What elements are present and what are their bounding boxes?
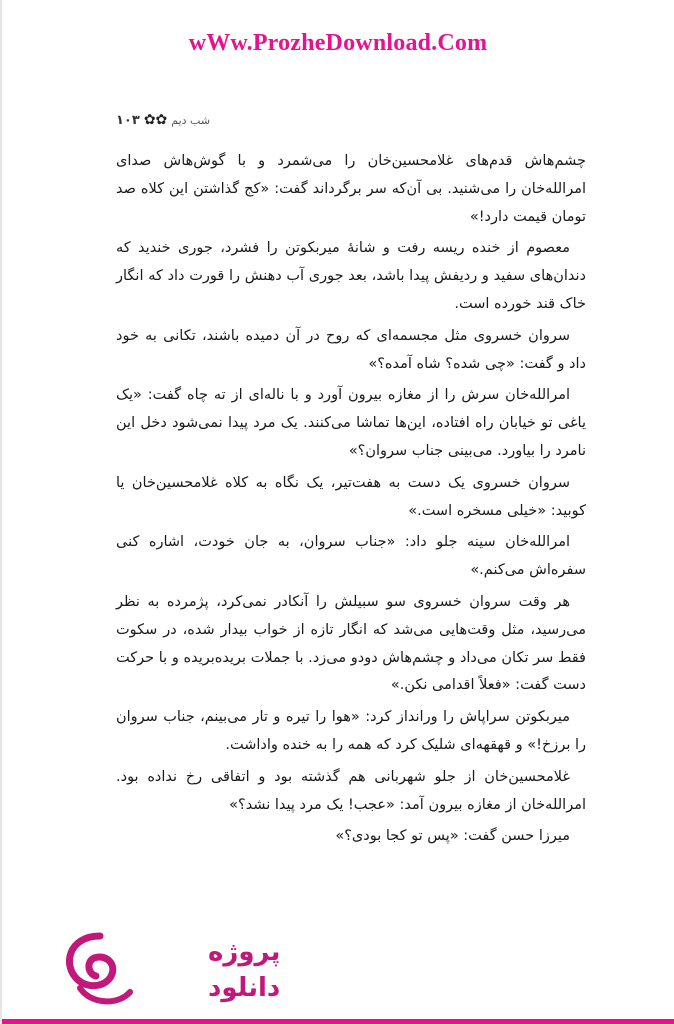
watermark-url[interactable]: wWw.ProzheDownload.Com bbox=[188, 30, 488, 56]
paragraph: سروان خسروی مثل مجسمه‌ای که روح در آن دمیده باشند، تکانی به خود داد و گفت: «چی شده؟ شاه آمده؟» bbox=[116, 327, 586, 372]
paragraph: میربکوتن سراپاش را ورانداز کرد: «هوا را تیره و تار می‌بینم، جناب سروان را برزخ!» و قهقهه‌ای شلیک کرد که همه را به خنده واداشت. bbox=[116, 709, 586, 753]
logo-line2: دانلود bbox=[208, 973, 281, 1003]
paragraph: امرالله‌خان سرش را از مغازه بیرون آورد و با ناله‌ای از ته چاه گفت: «یک یاغی تو خیابان راه افتاده، این‌ها تماشا می‌کنند. یک مرد پیدا نمی‌شود دخل این نامرد را بیاورد. می‌بینی جناب سروان؟» bbox=[116, 387, 586, 459]
page-number: ۱۰۳ bbox=[116, 112, 140, 128]
ornament-icon: ✿✿ bbox=[143, 112, 168, 128]
paragraph: سروان خسروی یک دست به هفت‌تیر، یک نگاه به کلاه غلامحسین‌خان یا کوبید: «خیلی مسخره است.» bbox=[116, 474, 586, 519]
running-head bbox=[116, 112, 210, 128]
paragraph: چشم‌هاش قدم‌های غلامحسین‌خان را می‌شمرد و با گوش‌هاش صدای امرالله‌خان را می‌شنید. بی آن‌که سر برگرداند گفت: «کج گذاشتن این کلاه صد تومان قیمت دارد!» bbox=[116, 153, 586, 225]
running-head-title: شب دیم bbox=[171, 113, 211, 127]
body-text bbox=[116, 148, 586, 855]
bottom-accent-bar bbox=[2, 1019, 674, 1024]
paragraph: معصوم از خنده ریسه رفت و شانهٔ میربکوتن را فشرد، جوری خندید که دندان‌های سفید و ردیفش پیدا باشد، بعد جوری آب دهنش را قورت داد که انگار خاک قند خورده است. bbox=[116, 240, 586, 312]
prozhe-download-logo bbox=[60, 926, 281, 1008]
paragraph: غلامحسین‌خان از جلو شهربانی هم گذشته بود و اتفاقی رخ نداده بود. امرالله‌خان از مغازه بیرون آمد: «عجب! یک مرد پیدا نشد؟» bbox=[116, 768, 586, 813]
paragraph: امرالله‌خان سینه جلو داد: «جناب سروان، به جان خودت، اشاره کنی سفره‌اش می‌کنم.» bbox=[116, 534, 586, 579]
paragraph: میرزا حسن گفت: «پس تو کجا بودی؟» bbox=[335, 828, 570, 845]
paragraph: هر وقت سروان خسروی سو سبیلش را آنکادر نمی‌کرد، پژمرده به نظر می‌رسید، مثل وقت‌هایی می‌شد که انگار تازه از خواب بیدار شده، در سکوت فقط سر تکان می‌داد و چشم‌هاش دودو می‌زد. با جملات بریده‌بریده و با حرکت دست گفت: «فعلاً اقدامی نکن.» bbox=[116, 593, 586, 694]
logo-line1: پروژه bbox=[208, 937, 281, 967]
